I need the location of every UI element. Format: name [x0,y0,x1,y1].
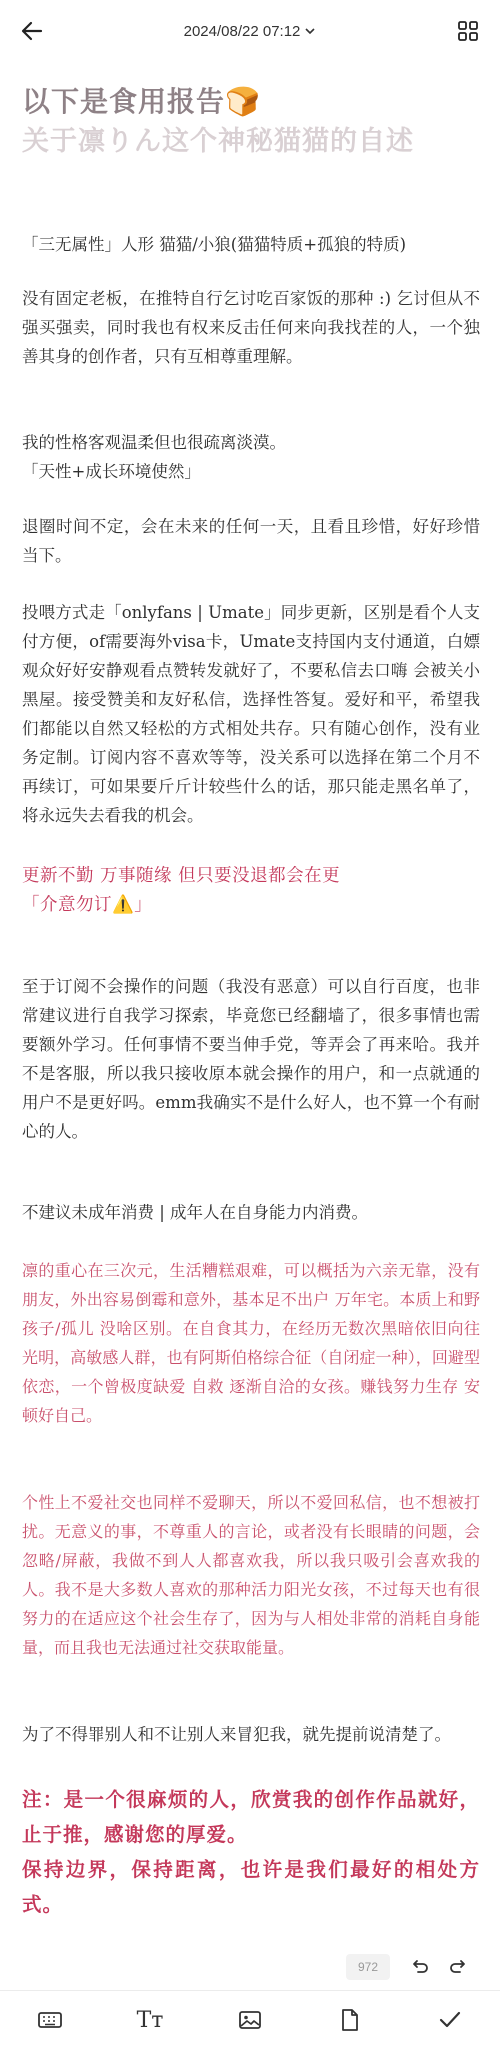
note-datetime: 2024/08/22 07:12 [183,22,301,40]
paragraph-retire[interactable]: 退圈时间不定，会在未来的任何一天，且看且珍惜，好好珍惜当下。 [22,517,480,565]
keyboard-icon [37,2009,63,2031]
undo-button[interactable] [408,1954,434,1980]
paragraph-update-notice[interactable]: 更新不勤 万事随缘 但只要没退都会在更 「介意勿订⚠️」 [22,866,341,915]
paragraph-clarify[interactable]: 为了不得罪别人和不让别人来冒犯我，就先提前说清楚了。 [22,1725,451,1744]
undo-icon [412,1958,430,1976]
paragraph-note[interactable]: 注：是一个很麻烦的人，欣赏我的创作作品就好，止于推，感谢您的厚爱。 保持边界，保持距离，也许是我们最好的相处方式。 [22,1788,480,1916]
note-editor[interactable] [22,82,480,162]
paragraph-attributes[interactable]: 「三无属性」人形 猫猫/小狼(猫猫特质+孤狼的特质) [22,235,407,254]
done-button[interactable] [430,2000,470,2040]
grid-icon [457,20,479,42]
image-icon [238,2009,262,2031]
note-subtitle[interactable]: 关于凛りん这个神秘猫猫的自述 [22,126,414,157]
paragraph-operation[interactable]: 至于订阅不会操作的问题（我没有恶意）可以自行百度，也非常建议进行自我学习探索，毕竟您已经翻墙了，很多事情也需要额外学习。任何事情不要当伸手党，等弄会了再来哈。我并不是客服，所以我只接收原本就会操作的用户，和一点就通的用户不是更好吗。emm我确实不是什么好人，也不算一个有耐心的人。 [22,977,480,1141]
checkmark-icon [438,2009,462,2031]
paragraph-personality[interactable]: 我的性格客观温柔但也很疏离淡漠。 「天性+成长环境使然」 [22,433,286,481]
grid-menu-button[interactable] [454,17,482,45]
insert-image-button[interactable] [230,2000,270,2040]
paragraph-life[interactable]: 凛的重心在三次元，生活糟糕艰难，可以概括为六亲无靠，没有朋友，外出容易倒霉和意外，基本足不出户 万年宅。本质上和野孩子/孤儿 没啥区别。在自食其力，在经历无数次黑暗依旧向往光明，高敏感人群，也有阿斯伯格综合征（自闭症一种），回避型依恋，一个曾极度缺爱 自救 逐渐自洽的女孩。赚钱努力生存 安顿好自己。 [22,1261,480,1425]
paragraph-intro[interactable]: 没有固定老板，在推特自行乞讨吃百家饭的那种 :) 乞讨但从不强买强卖，同时我也有权来反击任何来向我找茬的人，一个独善其身的创作者，只有互相尊重理解。 [22,289,480,366]
note-title[interactable]: 以下是食用报告🍞 [22,85,261,118]
attach-file-button[interactable] [330,2000,370,2040]
keyboard-button[interactable] [30,2000,70,2040]
redo-button[interactable] [444,1954,470,1980]
back-button[interactable] [18,17,46,45]
arrow-left-icon [21,20,43,42]
top-bar [0,0,500,62]
redo-icon [448,1958,466,1976]
bottom-toolbar [0,1990,500,2049]
chevron-down-icon [304,25,316,37]
date-selector[interactable] [184,23,317,40]
text-format-icon: Tт [136,2007,164,2033]
paragraph-social[interactable]: 个性上不爱社交也同样不爱聊天，所以不爱回私信，也不想被打扰。无意义的事，不尊重人的言论，或者没有长眼睛的问题，会忽略/屏蔽，我做不到人人都喜欢我，所以我只吸引会喜欢我的人。我不是大多数人喜欢的那种活力阳光女孩，不过每天也有很努力的在适应这个社会生存了，因为与人相处非常的消耗自身能量，而且我也无法通过社交获取能量。 [22,1493,480,1657]
document-icon [340,2008,360,2032]
char-count: 972 [346,1954,390,1980]
paragraph-subscription[interactable]: 投喂方式走「onlyfans | Umate」同步更新，区别是看个人支付方便，of需要海外visa卡，Umate支持国内支付通道，白嫖观众好好安静观看点赞转发就好了，不要私信去口嗨 会被关小黑屋。接受赞美和友好私信，选择性答复。爱好和平，希望我们都能以自然又轻松的方式相处共存。只有随心创作，没有业务定制。订阅内容不喜欢等等，没关系可以选择在第二个月不再续订，可如果要斤斤计较些什么的话，那只能走黑名单了，将永远失去看我的机会。 [22,603,480,825]
paragraph-age[interactable]: 不建议未成年消费 | 成年人在自身能力内消费。 [22,1203,369,1222]
text-format-button[interactable] [130,2000,170,2040]
